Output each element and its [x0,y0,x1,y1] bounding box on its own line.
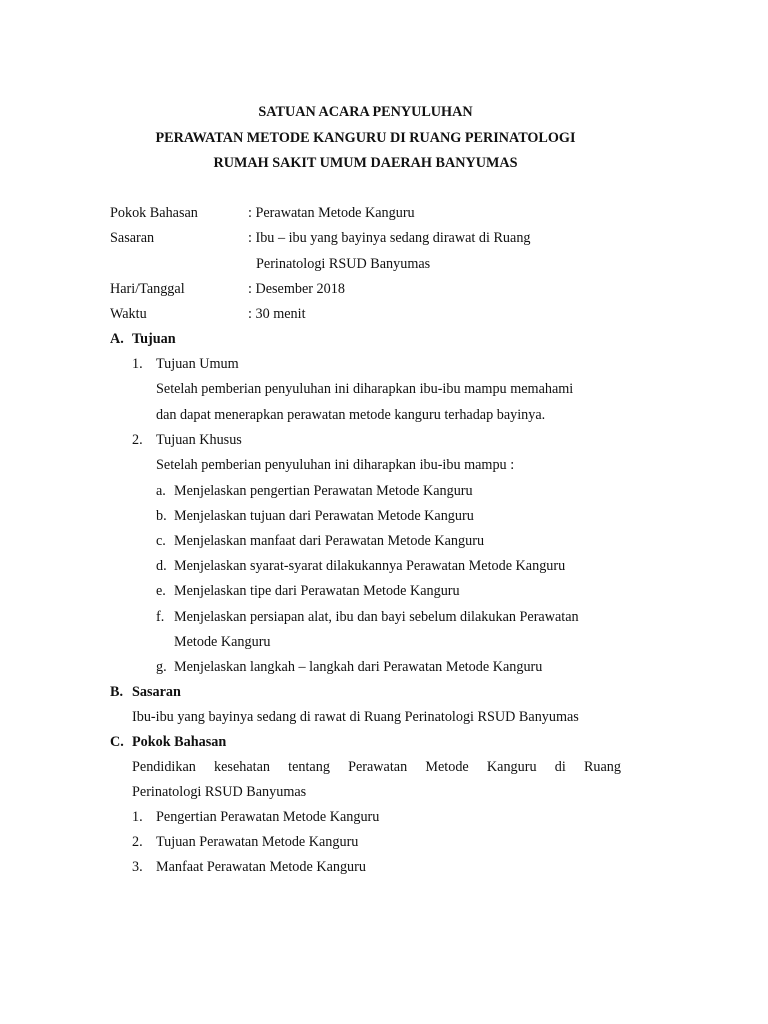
section-c-text-1: Pendidikan kesehatan tentang Perawatan Metode Kanguru di Ruang [132,759,621,775]
list-item: Pengertian Perawatan Metode Kanguru [156,809,380,825]
section-b-text: Ibu-ibu yang bayinya sedang di rawat di Ruang Perinatologi RSUD Banyumas [132,709,579,725]
section-c-heading: Pokok Bahasan [132,734,227,750]
tujuan-khusus-intro: Setelah pemberian penyuluhan ini diharapkan ibu-ibu mampu : [156,457,515,473]
info-label-pokok-bahasan: Pokok Bahasan [110,205,198,221]
section-c-marker: C. [110,734,124,750]
list-item-marker: 3. [132,859,143,875]
list-item: Menjelaskan tujuan dari Perawatan Metode Kanguru [174,508,474,524]
info-value-sasaran: : Ibu – ibu yang bayinya sedang dirawat di Ruang [248,230,531,246]
list-item-marker: f. [156,609,165,625]
list-item: Manfaat Perawatan Metode Kanguru [156,859,366,875]
tujuan-umum-marker: 1. [132,356,143,372]
list-item-marker: d. [156,558,167,574]
doc-title-line-2: PERAWATAN METODE KANGURU DI RUANG PERINATOLOGI [155,130,576,146]
list-item-marker: 1. [132,809,143,825]
section-b-heading: Sasaran [132,684,181,700]
tujuan-umum-text-1: Setelah pemberian penyuluhan ini diharapkan ibu-ibu mampu memahami [156,381,574,397]
info-label-sasaran: Sasaran [110,230,155,246]
tujuan-khusus-title: Tujuan Khusus [156,432,242,448]
list-item-marker: g. [156,659,167,675]
doc-title-line-3: RUMAH SAKIT UMUM DAERAH BANYUMAS [213,155,518,171]
tujuan-umum-text-2: dan dapat menerapkan perawatan metode kanguru terhadap bayinya. [156,407,546,423]
list-item-marker: e. [156,583,166,599]
info-value-waktu: : 30 menit [248,306,306,322]
tujuan-khusus-marker: 2. [132,432,143,448]
list-item-cont: Metode Kanguru [174,634,271,650]
list-item-marker: b. [156,508,167,524]
info-value-hari-tanggal: : Desember 2018 [248,281,345,297]
list-item: Tujuan Perawatan Metode Kanguru [156,834,359,850]
list-item-marker: 2. [132,834,143,850]
list-item: Menjelaskan langkah – langkah dari Perawatan Metode Kanguru [174,659,543,675]
list-item-marker: c. [156,533,166,549]
doc-title-line-1: SATUAN ACARA PENYULUHAN [258,104,473,120]
info-label-waktu: Waktu [110,306,147,322]
section-b-marker: B. [110,684,124,700]
list-item: Menjelaskan tipe dari Perawatan Metode Kanguru [174,583,460,599]
info-value-sasaran-cont: Perinatologi RSUD Banyumas [256,256,431,272]
list-item: Menjelaskan pengertian Perawatan Metode Kanguru [174,483,473,499]
info-label-hari-tanggal: Hari/Tanggal [110,281,185,297]
list-item-marker: a. [156,483,166,499]
list-item: Menjelaskan persiapan alat, ibu dan bayi sebelum dilakukan Perawatan [174,609,579,625]
tujuan-umum-title: Tujuan Umum [156,356,239,372]
list-item: Menjelaskan syarat-syarat dilakukannya Perawatan Metode Kanguru [174,558,566,574]
info-value-pokok-bahasan: : Perawatan Metode Kanguru [248,205,415,221]
section-c-text-2: Perinatologi RSUD Banyumas [132,784,307,800]
section-a-marker: A. [110,331,124,347]
list-item: Menjelaskan manfaat dari Perawatan Metode Kanguru [174,533,485,549]
section-a-heading: Tujuan [132,331,176,347]
